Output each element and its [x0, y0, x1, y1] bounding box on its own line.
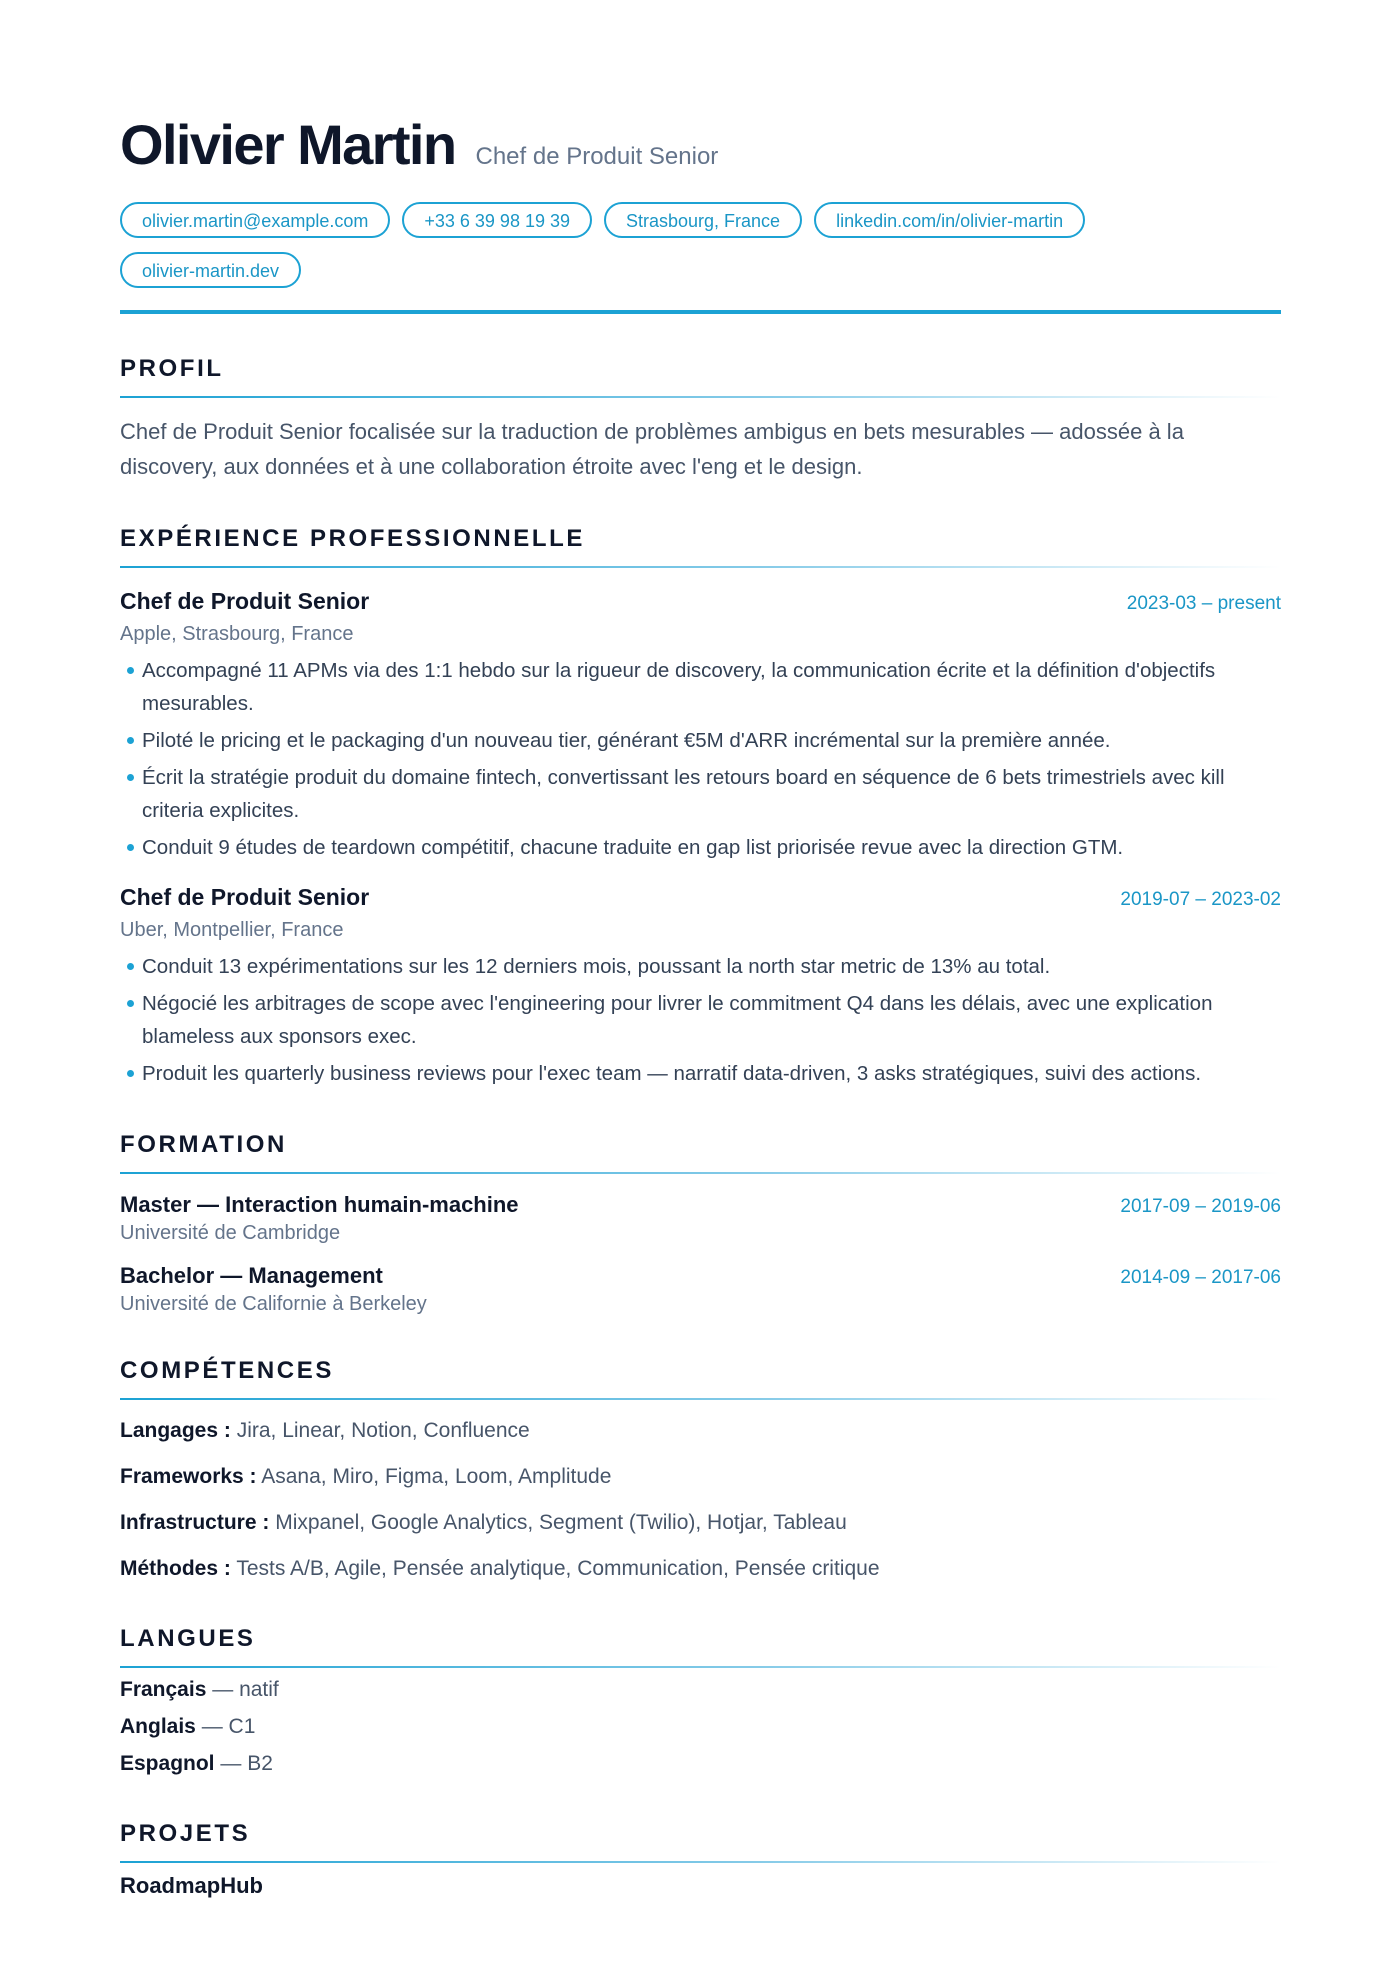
education-degree: Bachelor — Management: [120, 1263, 383, 1288]
bullet-dot-icon: [127, 774, 134, 781]
language-name: Anglais: [120, 1715, 196, 1738]
skill-label: Frameworks :: [120, 1465, 257, 1488]
bullet-item: [120, 831, 1281, 864]
skill-value: Asana, Miro, Figma, Loom, Amplitude: [261, 1465, 612, 1488]
bullet-item: [120, 987, 1281, 1053]
contact-linkedin[interactable]: linkedin.com/in/olivier-martin: [814, 202, 1085, 238]
bullet-item: [120, 1057, 1281, 1090]
contact-phone[interactable]: +33 6 39 98 19 39: [402, 202, 592, 238]
bullet-text: Négocié les arbitrages de scope avec l'engineering pour livrer le commitment Q4 dans les délais, avec une explication blameless aux sponsors exec.: [142, 992, 1213, 1048]
bullet-item: [120, 761, 1281, 827]
job-dates: 2023-03 – present: [1126, 593, 1281, 614]
section-title: PROFIL: [120, 355, 224, 382]
education-header: [120, 1263, 1281, 1289]
bullet-text: Produit les quarterly business reviews pour l'exec team — narratif data-driven, 3 asks stratégiques, suivi des actions.: [142, 1062, 1202, 1085]
skill-value: Mixpanel, Google Analytics, Segment (Twilio), Hotjar, Tableau: [275, 1511, 847, 1534]
skill-row: [120, 1416, 1281, 1446]
education-degree: Master — Interaction humain-machine: [120, 1192, 519, 1217]
language-name: Français: [120, 1678, 207, 1701]
contact-website[interactable]: olivier-martin.dev: [120, 252, 301, 288]
experience-section: [120, 524, 1281, 1090]
skill-label: Langages :: [120, 1419, 231, 1442]
job-bullets: [120, 950, 1281, 1090]
job-entry: [120, 588, 1281, 864]
education-school: Université de Californie à Berkeley: [120, 1293, 427, 1315]
section-divider: [120, 1172, 1281, 1174]
section-divider: [120, 1666, 1281, 1668]
language-row: [120, 1712, 1281, 1742]
education-header: [120, 1192, 1281, 1218]
candidate-role: Chef de Produit Senior: [475, 143, 719, 170]
education-dates: 2017-09 – 2019-06: [1120, 1196, 1281, 1217]
bullet-dot-icon: [127, 1000, 134, 1007]
bullet-dot-icon: [127, 667, 134, 674]
section-title: PROJETS: [120, 1820, 251, 1847]
bullet-dot-icon: [127, 844, 134, 851]
skill-label: Méthodes :: [120, 1557, 231, 1580]
education-entry: [120, 1192, 1281, 1245]
projects-section: [120, 1819, 1281, 1899]
bullet-item: [120, 654, 1281, 720]
section-divider: [120, 566, 1281, 568]
bullet-item: [120, 724, 1281, 757]
bullet-dot-icon: [127, 963, 134, 970]
bullet-text: Piloté le pricing et le packaging d'un nouveau tier, générant €5M d'ARR incrémental sur la première année.: [142, 729, 1111, 752]
bullet-dot-icon: [127, 737, 134, 744]
skill-row: [120, 1554, 1281, 1584]
skill-label: Infrastructure :: [120, 1511, 270, 1534]
project-name: RoadmapHub: [120, 1873, 263, 1898]
skill-value: Tests A/B, Agile, Pensée analytique, Communication, Pensée critique: [236, 1557, 880, 1580]
education-entry: [120, 1263, 1281, 1316]
job-organization: Uber, Montpellier, France: [120, 919, 344, 941]
job-bullets: [120, 654, 1281, 864]
section-title: FORMATION: [120, 1131, 287, 1158]
skill-value: Jira, Linear, Notion, Confluence: [236, 1419, 530, 1442]
section-divider: [120, 396, 1281, 398]
candidate-name: Olivier Martin: [120, 113, 456, 176]
skill-row: [120, 1462, 1281, 1492]
header-divider: [120, 310, 1281, 314]
language-level: — B2: [220, 1752, 273, 1775]
education-dates: 2014-09 – 2017-06: [1120, 1267, 1281, 1288]
job-header: [120, 588, 1281, 615]
education-section: [120, 1130, 1281, 1316]
language-row: [120, 1749, 1281, 1779]
contact-location: Strasbourg, France: [604, 202, 802, 238]
section-title: COMPÉTENCES: [120, 1357, 334, 1384]
bullet-dot-icon: [127, 1070, 134, 1077]
languages-section: [120, 1624, 1281, 1779]
name-row: [120, 112, 1281, 178]
job-title: Chef de Produit Senior: [120, 884, 370, 910]
bullet-text: Accompagné 11 APMs via des 1:1 hebdo sur la rigueur de discovery, la communication écrite et la définition d'objectifs mesurables.: [142, 659, 1216, 715]
skills-section: [120, 1356, 1281, 1584]
language-level: — natif: [212, 1678, 279, 1701]
bullet-text: Conduit 13 expérimentations sur les 12 derniers mois, poussant la north star metric de 13% au total.: [142, 955, 1051, 978]
section-title: LANGUES: [120, 1625, 256, 1652]
bullet-text: Écrit la stratégie produit du domaine fintech, convertissant les retours board en séquence de 6 bets trimestriels avec kill criteria explicites.: [142, 766, 1225, 822]
bullet-text: Conduit 9 études de teardown compétitif, chacune traduite en gap list priorisée revue avec la direction GTM.: [142, 836, 1124, 859]
job-dates: 2019-07 – 2023-02: [1120, 889, 1281, 910]
profile-section: [120, 354, 1281, 484]
resume-content: [120, 0, 1281, 1899]
language-level: — C1: [201, 1715, 256, 1738]
job-entry: [120, 884, 1281, 1090]
contact-email[interactable]: olivier.martin@example.com: [120, 202, 390, 238]
skill-row: [120, 1508, 1281, 1538]
section-divider: [120, 1398, 1281, 1400]
job-header: [120, 884, 1281, 911]
education-school: Université de Cambridge: [120, 1222, 341, 1244]
language-name: Espagnol: [120, 1752, 215, 1775]
section-divider: [120, 1861, 1281, 1863]
language-row: [120, 1675, 1281, 1705]
bullet-item: [120, 950, 1281, 983]
job-organization: Apple, Strasbourg, France: [120, 623, 354, 645]
job-title: Chef de Produit Senior: [120, 588, 370, 614]
section-title: EXPÉRIENCE PROFESSIONNELLE: [120, 525, 586, 552]
contact-list: [120, 202, 1120, 288]
resume-header: [120, 0, 1281, 314]
profile-summary: Chef de Produit Senior focalisée sur la traduction de problèmes ambigus en bets mesurables — adossée à la discovery, aux données et à une collaboration étroite avec l'eng et le design.: [120, 419, 1184, 479]
